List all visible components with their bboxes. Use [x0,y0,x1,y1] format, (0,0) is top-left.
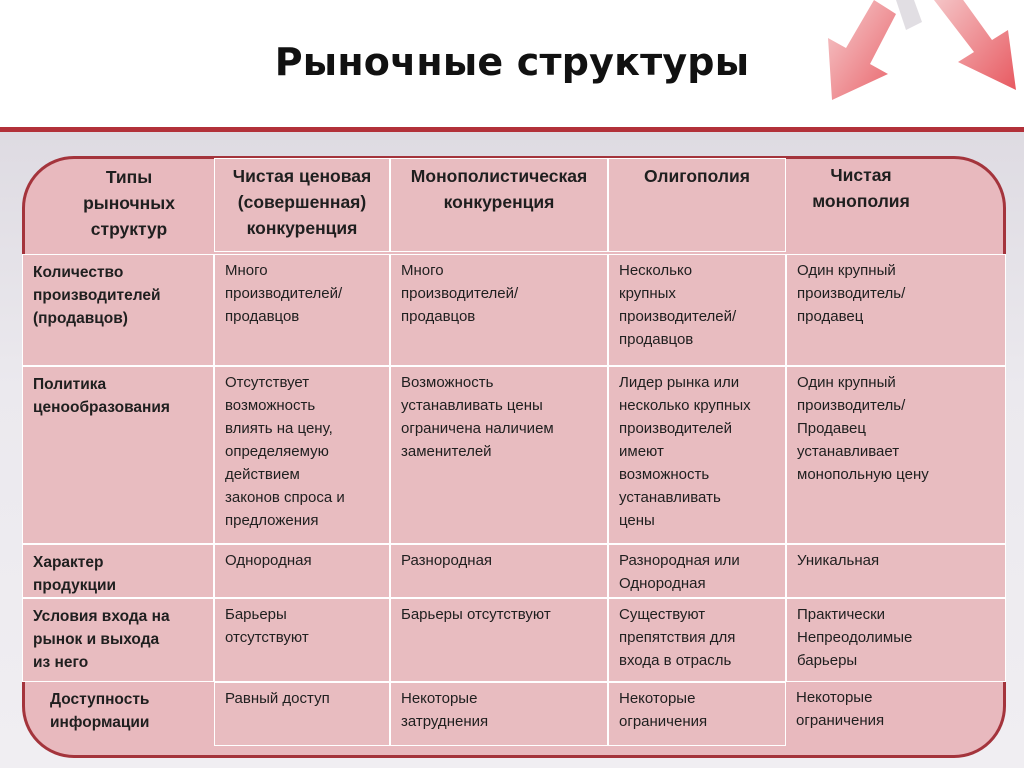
cell-text: Однородная [225,552,312,569]
table-corner-label: Типы рыночных структур [83,167,175,239]
table-cell [608,598,786,682]
table-cell [390,366,608,544]
cell-text: Отсутствует возможность влиять на цену, определяемую действием законов спроса и предложения [225,374,345,529]
row-header-label: Доступность информации [50,691,150,731]
row-header-label: Количество производителей (продавцов) [33,264,161,327]
table-cell [608,544,786,598]
row-header-label: Политика ценообразования [33,376,170,416]
table-cell [390,254,608,366]
table-cell [214,254,390,366]
cell-text: Возможность устанавливать цены ограничена наличием заменителей [401,374,554,460]
table-cell [786,682,986,746]
table-corner-header [44,160,214,252]
red-arrows-graphic-icon [784,0,1024,128]
cell-text: Много производителей/ продавцов [401,262,519,325]
row-header [22,254,214,366]
cell-text: Некоторые ограничения [619,690,708,730]
column-header [608,158,786,252]
cell-text: Уникальная [797,552,880,569]
column-header-label: Олигополия [644,166,750,186]
table-cell [608,366,786,544]
table-cell [786,544,1006,598]
cell-text: Лидер рынка или несколько крупных производителей имеют возможность устанавливать цены [619,374,751,529]
cell-text: Один крупный производитель/ продавец [797,262,906,325]
row-header [22,598,214,682]
cell-text: Некоторые ограничения [796,689,885,729]
cell-text: Несколько крупных производителей/ продавцов [619,262,737,348]
row-header [22,366,214,544]
cell-text: Один крупный производитель/ Продавец устанавливает монопольную цену [797,374,929,483]
cell-text: Существуют препятствия для входа в отрасль [619,606,736,669]
table-cell [390,598,608,682]
cell-text: Некоторые затруднения [401,690,489,730]
table-cell [214,682,390,746]
column-header [214,158,390,252]
row-header-label: Характер продукции [33,554,117,594]
cell-text: Барьеры отсутствуют [225,606,309,646]
slide-header [0,0,1024,128]
table-cell [390,682,608,746]
column-header-label: Чистая ценовая (совершенная) конкуренция [232,166,372,238]
column-header-label: Монополистическая конкуренция [410,166,588,212]
row-header [22,544,214,598]
table-cell [214,598,390,682]
cell-text: Разнородная [401,552,493,569]
table-cell [786,598,1006,682]
cell-text: Барьеры отсутствуют [401,606,551,623]
table-cell [608,254,786,366]
cell-text: Равный доступ [225,690,330,707]
cell-text: Много производителей/ продавцов [225,262,343,325]
table-cell [390,544,608,598]
cell-text: Практически Непреодолимые барьеры [797,606,913,669]
row-header [40,682,214,746]
table-cell [786,254,1006,366]
cell-text: Разнородная или Однородная [619,552,740,592]
column-header [786,158,936,252]
slide-title: Рыночные структуры [274,40,750,84]
column-header [390,158,608,252]
row-header-label: Условия входа на рынок и выхода из него [33,608,170,671]
table-cell [608,682,786,746]
table-cell [786,366,1006,544]
table-cell [214,544,390,598]
column-header-label: Чистая монополия [812,165,910,211]
table-cell [214,366,390,544]
